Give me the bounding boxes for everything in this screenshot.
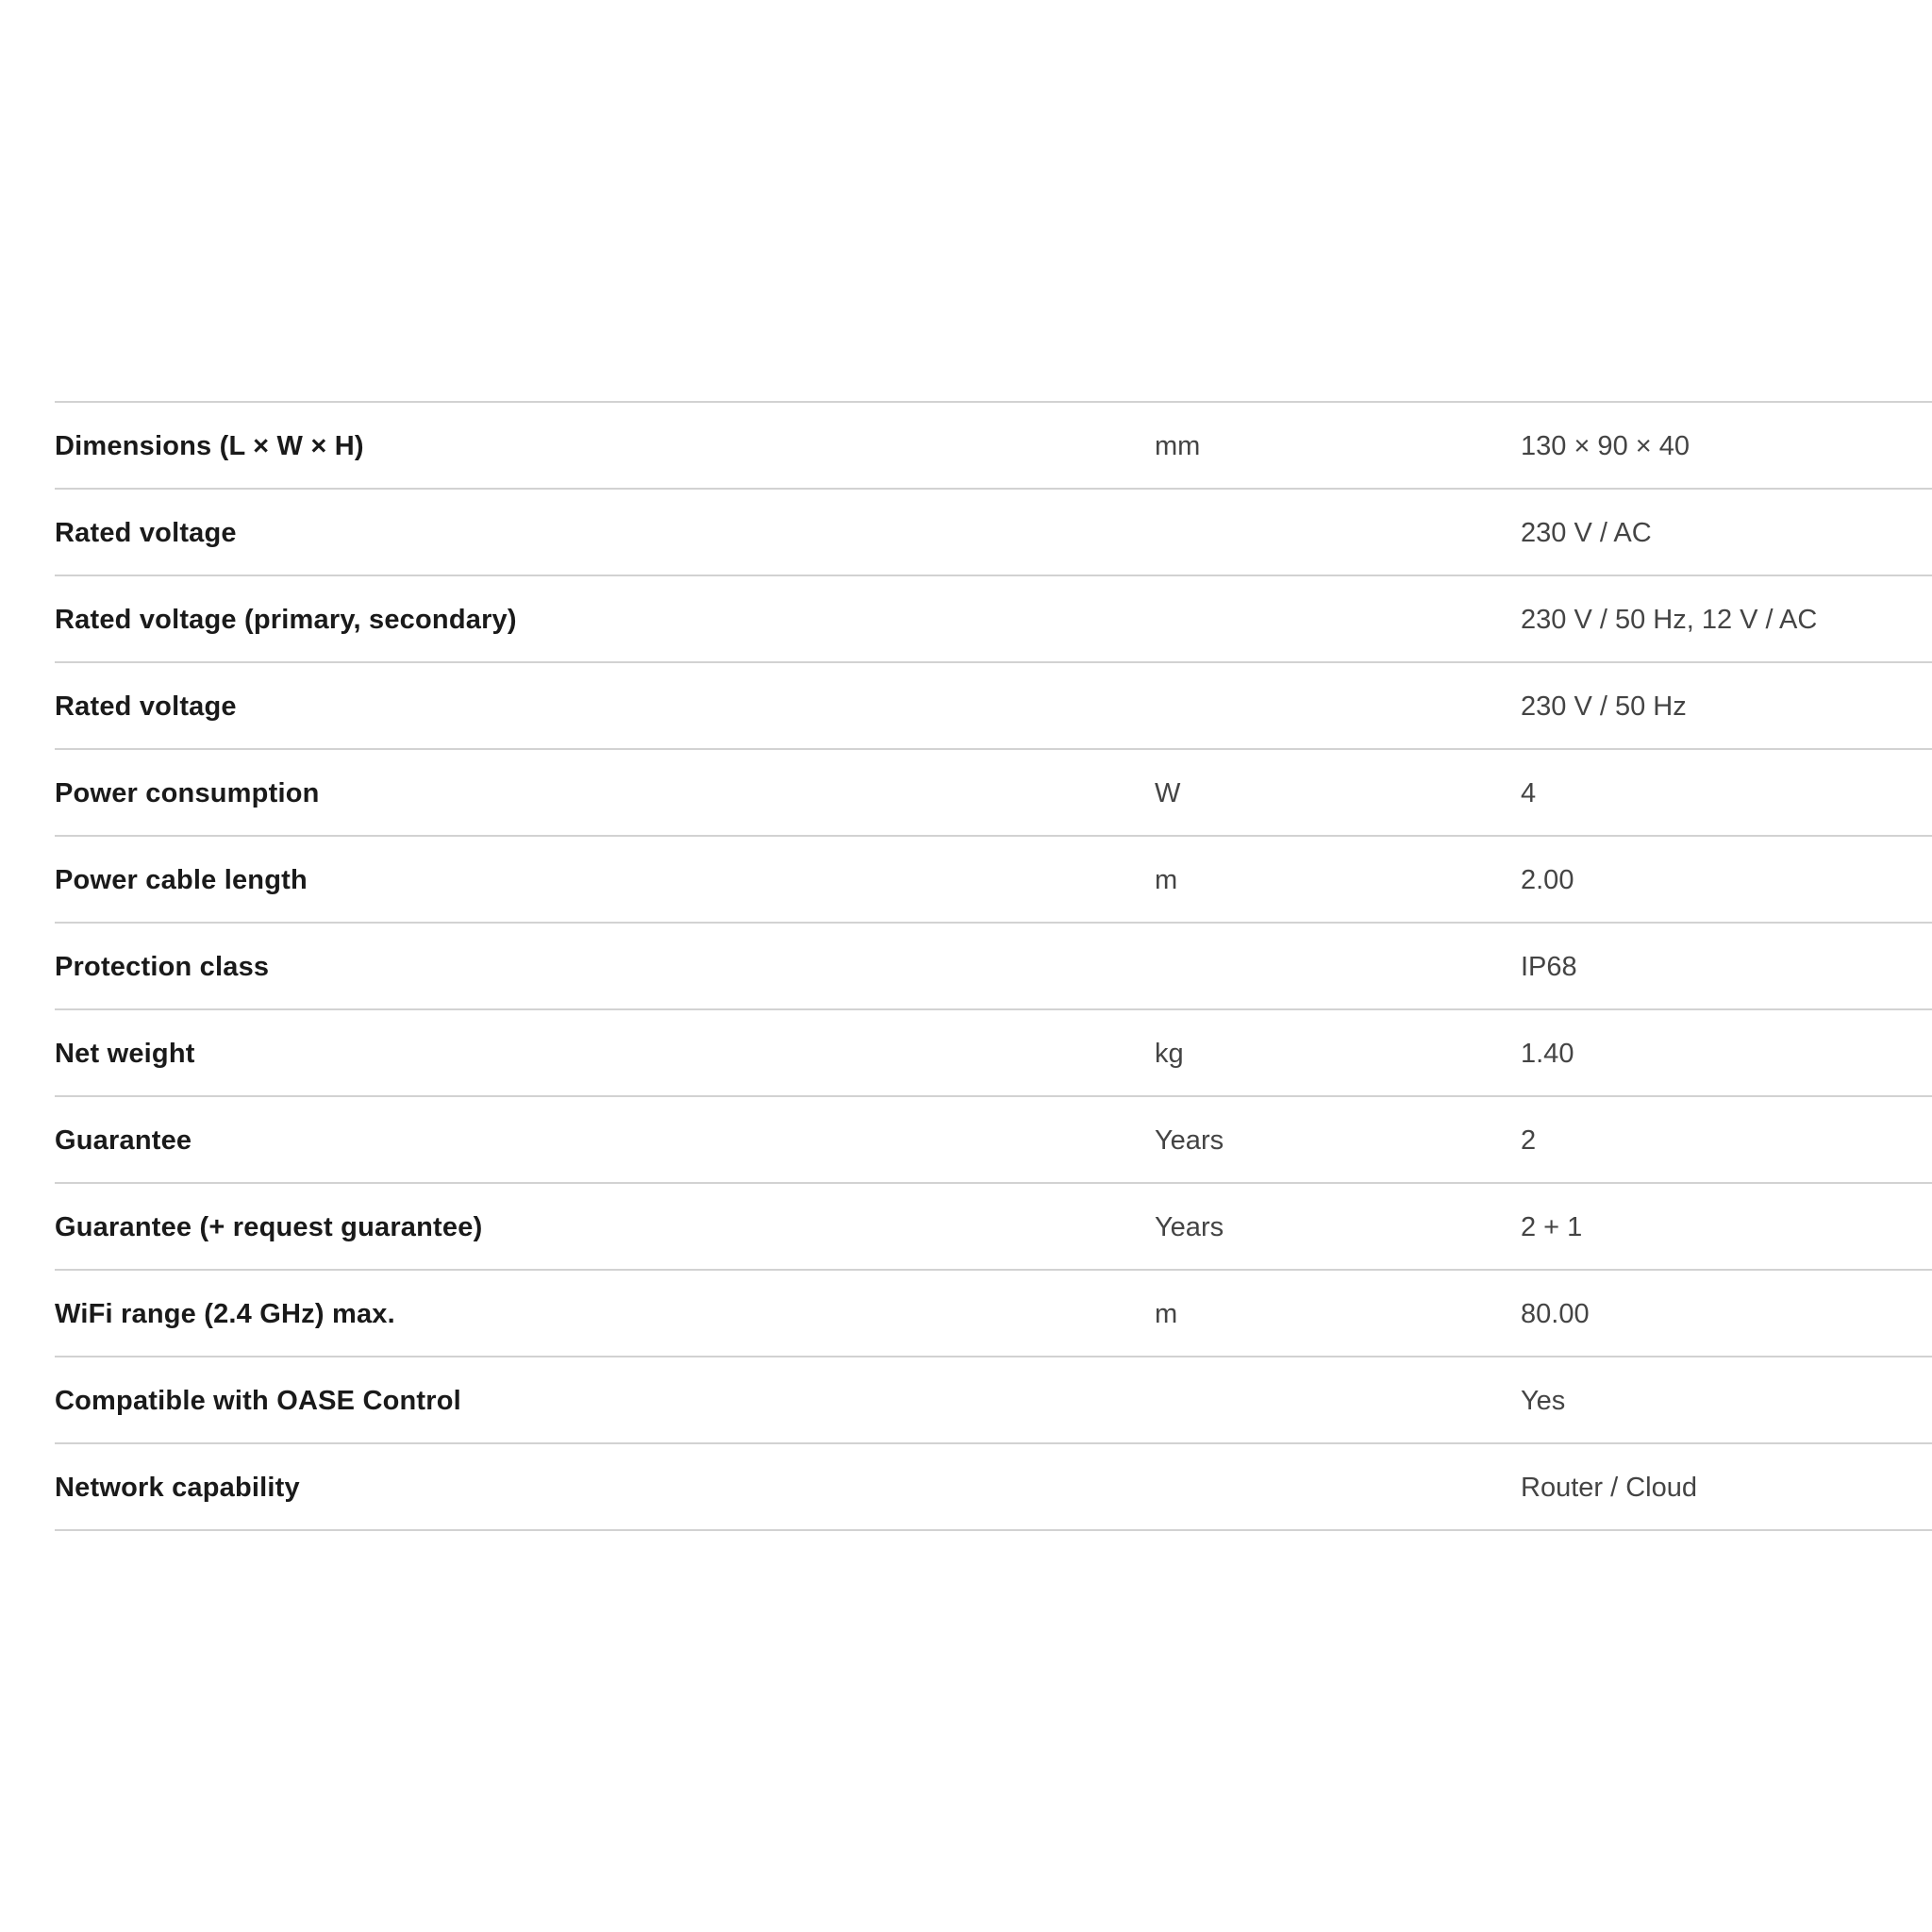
- spec-row-rated-voltage-primary-secondary: [55, 576, 1932, 663]
- spec-row-network-capability: [55, 1444, 1932, 1531]
- spec-unit: Years: [1155, 1212, 1224, 1242]
- spec-label: WiFi range (2.4 GHz) max.: [55, 1299, 395, 1329]
- spec-row-power-cable-length: [55, 837, 1932, 924]
- spec-unit: m: [1155, 865, 1178, 895]
- spec-unit: W: [1155, 778, 1181, 808]
- spec-label: Guarantee (+ request guarantee): [55, 1212, 483, 1242]
- spec-label: Dimensions (L × W × H): [55, 431, 364, 461]
- spec-value: 230 V / 50 Hz: [1521, 691, 1687, 722]
- spec-value: IP68: [1521, 952, 1577, 982]
- spec-row-guarantee: [55, 1097, 1932, 1184]
- spec-unit: Years: [1155, 1125, 1224, 1156]
- spec-value: 2: [1521, 1125, 1537, 1156]
- spec-row-net-weight: [55, 1010, 1932, 1097]
- spec-row-oase-control: [55, 1357, 1932, 1444]
- spec-value: Yes: [1521, 1386, 1566, 1416]
- spec-row-rated-voltage-frequency: [55, 663, 1932, 750]
- spec-value: Router / Cloud: [1521, 1473, 1697, 1503]
- spec-label: Network capability: [55, 1473, 300, 1503]
- spec-label: Net weight: [55, 1039, 195, 1069]
- spec-label: Rated voltage (primary, secondary): [55, 605, 517, 635]
- spec-label: Rated voltage: [55, 518, 237, 548]
- spec-label: Rated voltage: [55, 691, 237, 722]
- spec-row-rated-voltage: [55, 490, 1932, 576]
- spec-label: Guarantee: [55, 1125, 192, 1156]
- spec-row-guarantee-request: [55, 1184, 1932, 1271]
- spec-value: 1.40: [1521, 1039, 1574, 1069]
- spec-value: 2.00: [1521, 865, 1574, 895]
- spec-row-dimensions: [55, 403, 1932, 490]
- spec-value: 2 + 1: [1521, 1212, 1583, 1242]
- spec-table: [55, 401, 1932, 1531]
- spec-value: 80.00: [1521, 1299, 1590, 1329]
- spec-label: Protection class: [55, 952, 270, 982]
- spec-value: 230 V / AC: [1521, 518, 1652, 548]
- spec-unit: kg: [1155, 1039, 1184, 1069]
- spec-unit: m: [1155, 1299, 1178, 1329]
- spec-value: 230 V / 50 Hz, 12 V / AC: [1521, 605, 1818, 635]
- spec-row-power-consumption: [55, 750, 1932, 837]
- spec-value: 4: [1521, 778, 1537, 808]
- spec-row-protection-class: [55, 924, 1932, 1010]
- spec-label: Power cable length: [55, 865, 308, 895]
- spec-label: Power consumption: [55, 778, 320, 808]
- spec-value: 130 × 90 × 40: [1521, 431, 1690, 461]
- spec-row-wifi-range: [55, 1271, 1932, 1357]
- spec-label: Compatible with OASE Control: [55, 1386, 461, 1416]
- spec-unit: mm: [1155, 431, 1201, 461]
